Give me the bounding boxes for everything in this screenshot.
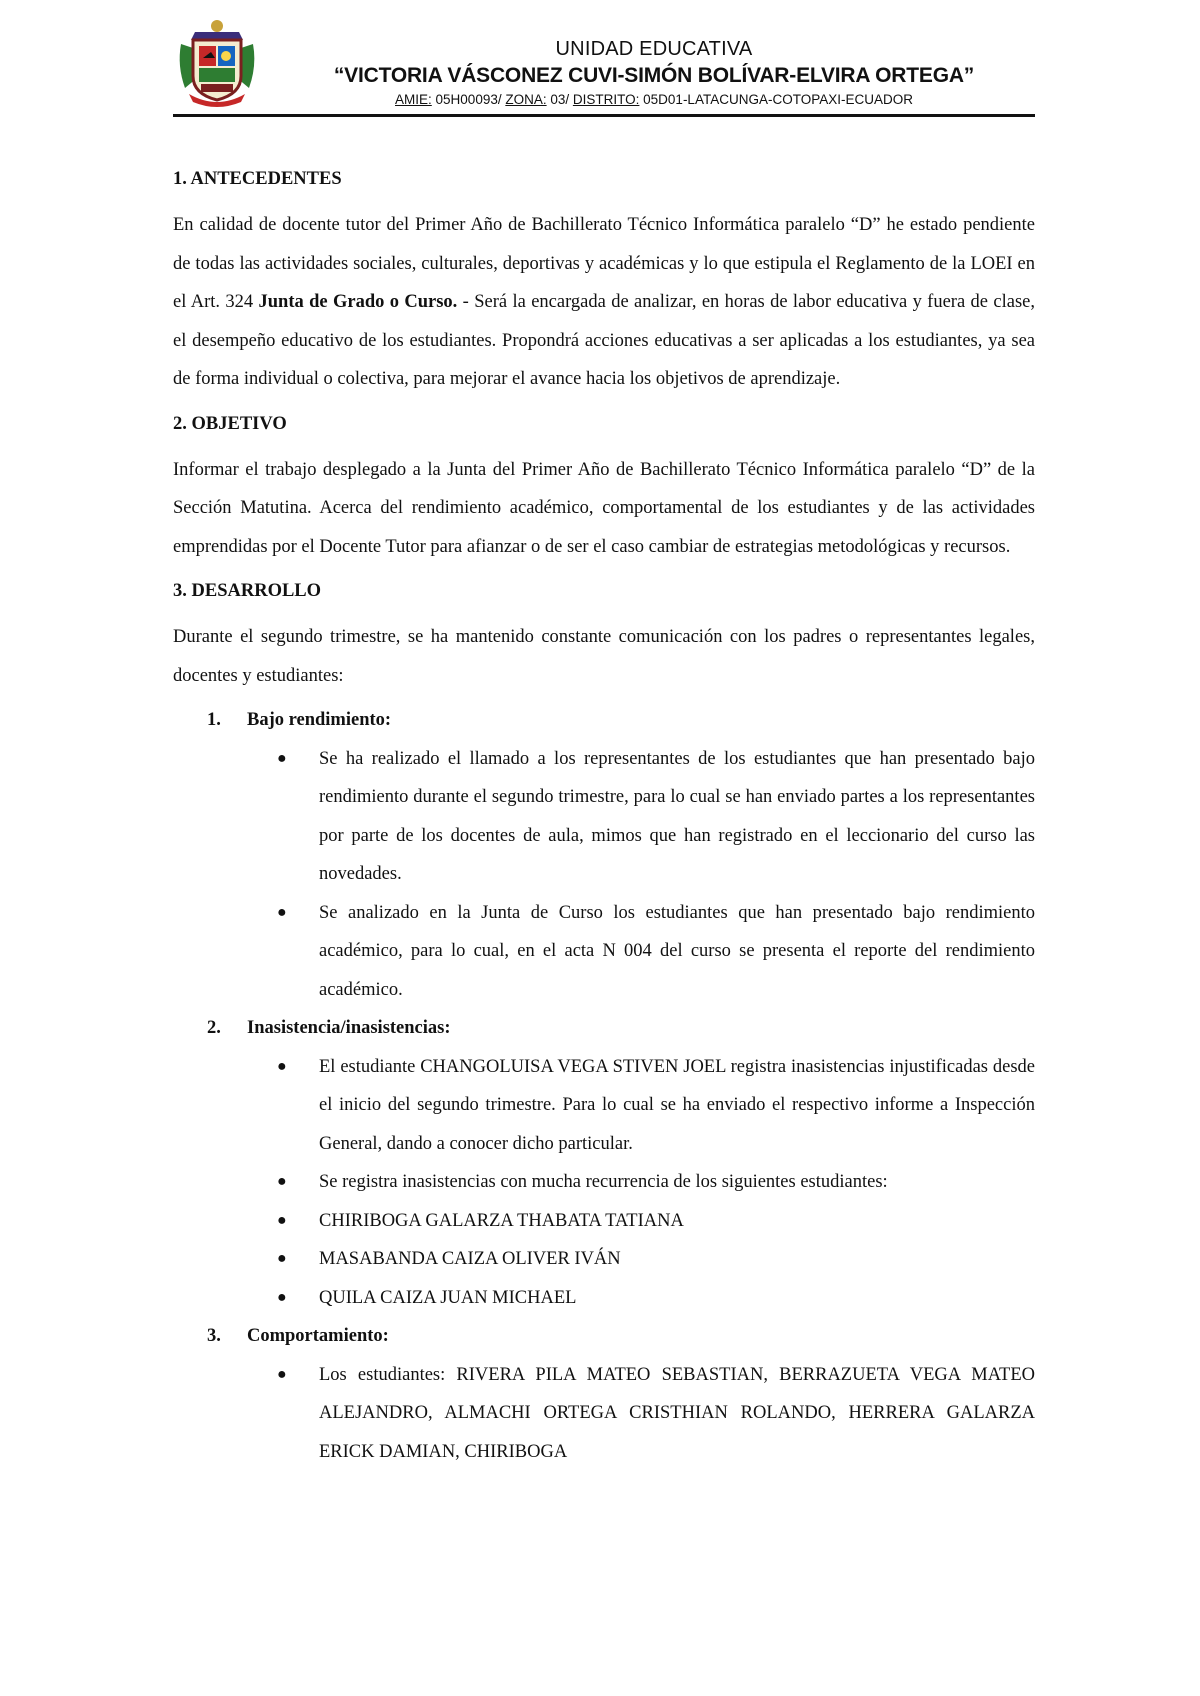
junta-bold-text: Junta de Grado o Curso. (258, 292, 458, 312)
bullet-item: ● El estudiante CHANGOLUISA VEGA STIVEN JOEL registra inasistencias injustificadas desde el inicio del segundo trimestre. Para lo cual se ha enviado el respectivo informe a Inspección General, dando a conocer dicho particular. (247, 1048, 1035, 1164)
bullet-icon: ● (277, 1173, 287, 1190)
document-page (173, 0, 1035, 1462)
zona-value: 03/ (546, 92, 573, 107)
bullet-item: ● Se ha realizado el llamado a los representantes de los estudiantes que han presentado bajo rendimiento durante el segundo trimestre, para lo cual se han enviado partes a los representantes por parte de los docentes de aula, mimos que han registrado en el leccionario del curso las novedades. (247, 740, 1035, 894)
bullet-icon: ● (277, 1288, 287, 1306)
bullet-item: ● MASABANDA CAIZA OLIVER IVÁN (247, 1240, 1035, 1279)
list-item-label: Comportamiento: (247, 1326, 389, 1346)
school-codes (273, 91, 1035, 109)
bullet-item: ● CHIRIBOGA GALARZA THABATA TATIANA (247, 1202, 1035, 1241)
bullet-item: ● Los estudiantes: RIVERA PILA MATEO SEBASTIAN, BERRAZUETA VEGA MATEO ALEJANDRO, ALMACHI ORTEGA CRISTHIAN ROLANDO, HERRERA GALARZA ERICK DAMIAN, CHIRIBOGA (247, 1356, 1035, 1472)
desarrollo-paragraph: Durante el segundo trimestre, se ha mantenido constante comunicación con los padres o representantes legales, docentes y estudiantes: (173, 627, 1035, 686)
school-name: “VICTORIA VÁSCONEZ CUVI-SIMÓN BOLÍVAR-ELVIRA ORTEGA” (333, 64, 975, 87)
section-title-antecedentes: 1. ANTECEDENTES (173, 169, 342, 189)
bullet-item: ● QUILA CAIZA JUAN MICHAEL (247, 1279, 1035, 1318)
institution-type: UNIDAD EDUCATIVA (555, 38, 753, 60)
bullet-item: ● Se analizado en la Junta de Curso los estudiantes que han presentado bajo rendimiento académico, para lo cual, en el acta N 004 del curso se presenta el reporte del rendimiento académico. (247, 894, 1035, 1010)
list-item-inasistencia: 2. Inasistencia/inasistencias: ● El estudiante CHANGOLUISA VEGA STIVEN JOEL registra inasistencias injustificadas desde el inicio del segundo trimestre. Para lo cual se ha enviado el respectivo informe a Inspección General, dando a conocer dicho particular. ● Se registra inasistencias con mucha recurrencia de los siguientes estudiantes: ● CHIRIBOGA GALARZA THABATA TATIANA ● MASABANDA CAIZA OLIVER IVÁN ● QUILA CAIZA JUAN MICHAEL (173, 1009, 1035, 1317)
zona-label: ZONA: (505, 92, 547, 107)
list-item-comportamiento: 3. Comportamiento: ● Los estudiantes: RIVERA PILA MATEO SEBASTIAN, BERRAZUETA VEGA MATEO ALEJANDRO, ALMACHI ORTEGA CRISTHIAN ROLANDO, HERRERA GALARZA ERICK DAMIAN, CHIRIBOGA (173, 1317, 1035, 1471)
bullet-icon: ● (277, 1365, 287, 1383)
distrito-label: DISTRITO: (572, 92, 640, 107)
bullet-icon: ● (277, 903, 287, 921)
amie-label: AMIE: (395, 92, 432, 107)
bullet-item: ● Se registra inasistencias con mucha recurrencia de los siguientes estudiantes: (247, 1163, 1035, 1202)
header-divider (173, 114, 1035, 117)
section-title-desarrollo: 3. DESARROLLO (173, 581, 322, 601)
list-item-label: Inasistencia/inasistencias: (247, 1018, 451, 1038)
letterhead-text (273, 36, 1035, 109)
bullet-icon: ● (277, 749, 287, 767)
bullet-icon: ● (277, 1057, 287, 1075)
document-body (173, 166, 1035, 1471)
list-item-label: Bajo rendimiento: (247, 710, 392, 730)
bullet-icon: ● (277, 1211, 287, 1229)
objetivo-paragraph: Informar el trabajo desplegado a la Junta del Primer Año de Bachillerato Técnico Informática paralelo “D” de la Sección Matutina. Acerca del rendimiento académico, comportamental de los estudiantes y de las actividades emprendidas por el Docente Tutor para afianzar o de ser el caso cambiar de estrategias metodológicas y recursos. (173, 459, 1035, 557)
amie-value: 05H00093/ (431, 92, 506, 107)
bullet-icon: ● (277, 1250, 287, 1267)
list-item-bajo-rendimiento: 1. Bajo rendimiento: ● Se ha realizado el llamado a los representantes de los estudiantes que han presentado bajo rendimiento durante el segundo trimestre, para lo cual se han enviado partes a los representantes por parte de los docentes de aula, mimos que han registrado en el leccionario del curso las novedades. ● Se analizado en la Junta de Curso los estudiantes que han presentado bajo rendimiento académico, para lo cual, en el acta N 004 del curso se presenta el reporte del rendimiento académico. (173, 701, 1035, 1009)
letterhead (173, 0, 1035, 118)
school-crest-icon (175, 18, 259, 108)
distrito-value: 05D01-LATACUNGA-COTOPAXI-ECUADOR (639, 92, 913, 107)
desarrollo-list (173, 701, 1035, 1471)
antecedentes-paragraph: En calidad de docente tutor del Primer Año de Bachillerato Técnico Informática paralelo “D” he estado pendiente de todas las actividades sociales, culturales, deportivas y académicas y lo que estipula el Reglamento de la LOEI en el Art. 324 Junta de Grado o Curso. - Será la encargada de analizar, en horas de labor educativa y fuera de clase, el desempeño educativo de los estudiantes. Propondrá acciones educativas a ser aplicadas a los estudiantes, ya sea de forma individual o colectiva, para mejorar el avance hacia los objetivos de aprendizaje. (173, 215, 1035, 389)
section-title-objetivo: 2. OBJETIVO (173, 413, 287, 434)
